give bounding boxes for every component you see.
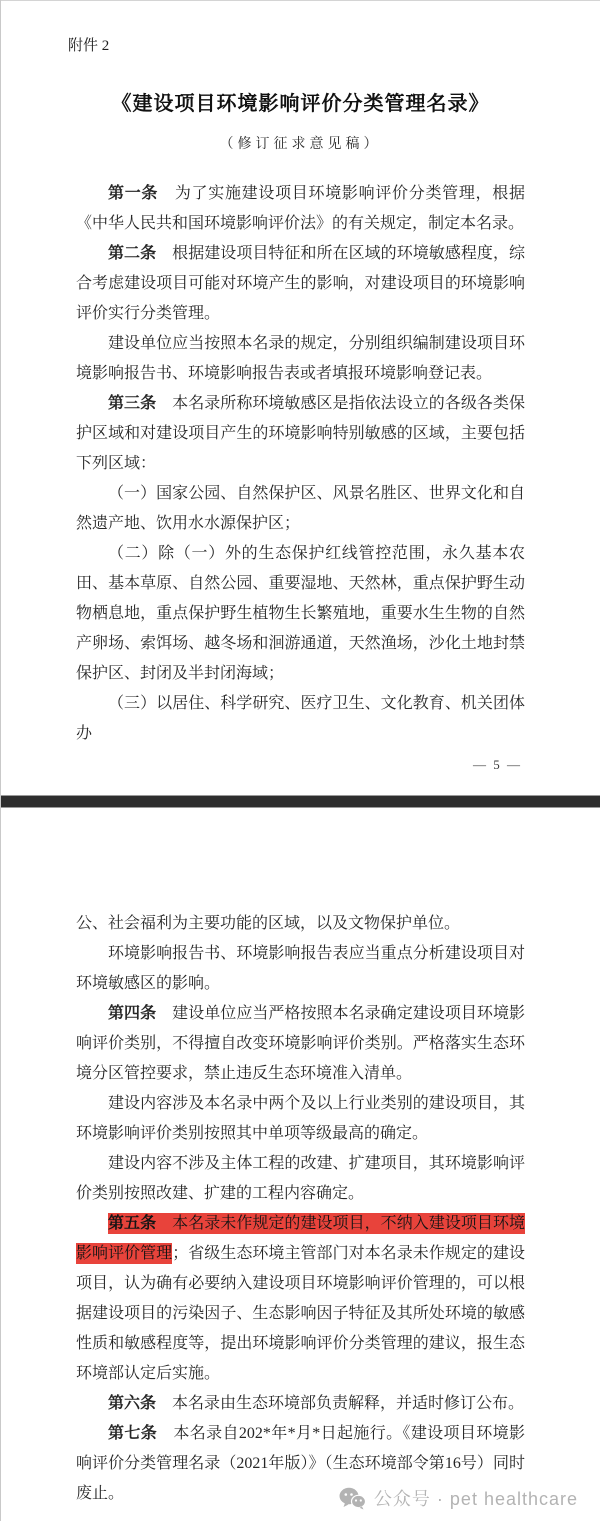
text-segment: 本名录所称环境敏感区是指依法设立的各级各类保护区域和对建设项目产生的环境影响特别敏感的区域，主要包括下列区域： [76, 395, 525, 472]
paragraph [76, 939, 525, 999]
paragraph [76, 389, 525, 479]
text-segment: 建设单位应当严格按照本名录确定建设项目环境影响评价类别，不得擅自改变环境影响评价类别。严格落实生态环境分区管控要求，禁止违反生态环境准入清单。 [76, 1005, 525, 1082]
attachment-label: 附件 2 [68, 38, 110, 54]
watermark [339, 1485, 578, 1511]
paragraph [76, 689, 525, 749]
paragraph [76, 1149, 525, 1209]
text-segment: （一）国家公园、自然保护区、风景名胜区、世界文化和自然遗产地、饮用水水源保护区； [76, 485, 525, 532]
paragraph [76, 1209, 525, 1389]
paragraph [76, 1089, 525, 1149]
text-segment: 第四条 [108, 1005, 157, 1022]
watermark-text: 公众号 · pet healthcare [373, 1489, 578, 1509]
page-divider [1, 795, 600, 808]
paragraph [76, 179, 525, 239]
wechat-icon [339, 1487, 366, 1510]
document-page-5 [1, 0, 600, 795]
page6-body [76, 909, 525, 1509]
text-segment: 第三条 [108, 395, 157, 412]
text-segment: 建设内容涉及本名录中两个及以上行业类别的建设项目，其环境影响评价类别按照其中单项等级最高的确定。 [76, 1095, 525, 1142]
text-segment: 第六条 [108, 1395, 157, 1412]
text-segment: 为了实施建设项目环境影响评价分类管理，根据《中华人民共和国环境影响评价法》的有关规定，制定本名录。 [76, 185, 525, 232]
paragraph [76, 479, 525, 539]
document-subtitle: （修订征求意见稿） [219, 137, 382, 152]
page5-body [76, 179, 525, 749]
text-segment: （二）除（一）外的生态保护红线管控范围，永久基本农田、基本草原、自然公园、重要湿地、天然林，重点保护野生动物栖息地，重点保护野生植物生长繁殖地，重要水生生物的自然产卵场、索饵场、越冬场和洄游通道，天然渔场，沙化土地封禁保护区、封闭及半封闭海域； [76, 545, 525, 682]
highlighted-text: 本名录未作规定的建设项目，不纳入建设项目环境影响评价管理 [76, 1215, 525, 1262]
text-segment: 第一条 [108, 185, 159, 202]
text-segment: 第七条 [108, 1425, 158, 1442]
paragraph [76, 909, 525, 939]
paragraph [76, 329, 525, 389]
paragraph [76, 1389, 525, 1419]
text-segment: 环境影响报告书、环境影响报告表应当重点分析建设项目对环境敏感区的影响。 [76, 945, 525, 992]
highlighted-text: 第五条 [108, 1215, 157, 1232]
document-page-6 [1, 808, 600, 1521]
text-segment: 公、社会福利为主要功能的区域，以及文物保护单位。 [76, 915, 461, 932]
text-segment: 本名录自202*年*月*日起施行。《建设项目环境影响评价分类管理名录（2021年版）》（生态环境部令第16号）同时废止。 [76, 1425, 525, 1502]
document-title: 《建设项目环境影响评价分类管理名录》 [111, 93, 490, 115]
paragraph [76, 539, 525, 689]
paragraph [76, 239, 525, 329]
text-segment: 建设单位应当按照本名录的规定，分别组织编制建设项目环境影响报告书、环境影响报告表或者填报环境影响登记表。 [76, 335, 525, 382]
paragraph [76, 999, 525, 1089]
page-number: — 5 — [473, 757, 522, 772]
text-segment: （三）以居住、科学研究、医疗卫生、文化教育、机关团体办 [76, 695, 525, 742]
text-segment: 本名录由生态环境部负责解释，并适时修订公布。 [156, 1395, 525, 1412]
text-segment: ；省级生态环境主管部门对本名录未作规定的建设项目，认为确有必要纳入建设项目环境影响评价管理的，可以根据建设项目的污染因子、生态影响因子特征及其所处环境的敏感性质和敏感程度等，提出环境影响评价分类管理的建议，报生态环境部认定后实施。 [76, 1245, 525, 1382]
text-segment: 根据建设项目特征和所在区域的环境敏感程度，综合考虑建设项目可能对环境产生的影响，对建设项目的环境影响评价实行分类管理。 [76, 245, 525, 322]
text-segment: 建设内容不涉及主体工程的改建、扩建项目，其环境影响评价类别按照改建、扩建的工程内容确定。 [76, 1155, 525, 1202]
text-segment: 第二条 [108, 245, 157, 262]
